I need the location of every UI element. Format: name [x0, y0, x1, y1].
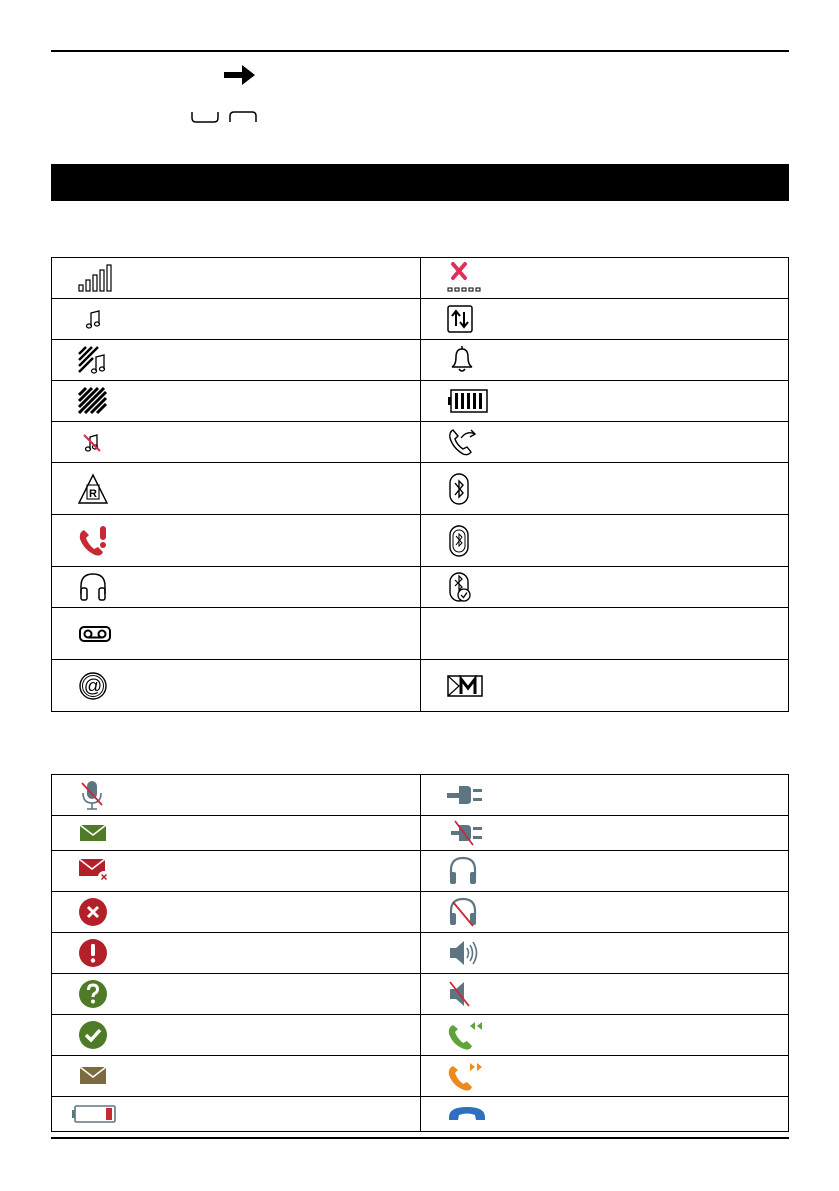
table-cell [420, 974, 789, 1015]
vibrate-only-icon [78, 386, 118, 416]
table-cell [420, 851, 789, 892]
table-row [52, 775, 789, 816]
confirm-check-icon [78, 1019, 118, 1051]
top-rule [51, 50, 789, 52]
table-row [52, 299, 789, 340]
no-signal-icon [447, 262, 487, 294]
table-cell [420, 515, 789, 567]
battery-low-icon [71, 1104, 117, 1124]
alarm-bell-icon [447, 345, 487, 375]
table-cell [52, 660, 421, 712]
table-row [52, 1015, 789, 1056]
table-cell [420, 1015, 789, 1056]
table-cell [420, 381, 789, 422]
table-row [52, 851, 789, 892]
table-row [52, 463, 789, 515]
table-cell [52, 974, 421, 1015]
table-row [52, 974, 789, 1015]
charger-connected-icon [447, 780, 491, 810]
table-cell [420, 892, 789, 933]
battery-full-icon [447, 388, 491, 414]
outgoing-call-icon [447, 1060, 487, 1092]
end-call-icon [447, 1104, 491, 1124]
table-cell [420, 299, 789, 340]
table-cell [52, 515, 421, 567]
table-cell [52, 892, 421, 933]
table-row [52, 422, 789, 463]
table-row [52, 515, 789, 567]
incoming-call-icon [447, 1019, 487, 1051]
ringer-off-icon [78, 429, 118, 455]
bluetooth-connected-icon [447, 571, 487, 603]
table-cell [52, 816, 421, 851]
table-cell [420, 816, 789, 851]
table-row [52, 608, 789, 660]
arrow-right-icon [222, 62, 258, 88]
table-row [52, 381, 789, 422]
section-header-bar [51, 164, 789, 201]
table-cell [52, 340, 421, 381]
table-cell [52, 1056, 421, 1097]
left-softkey-icon [190, 110, 220, 124]
signal-strength-icon [78, 263, 118, 293]
table-cell [420, 608, 789, 660]
table-row [52, 660, 789, 712]
headset-icon [78, 572, 118, 602]
vibrate-ring-icon [78, 345, 118, 375]
right-softkey-icon [228, 110, 258, 124]
bottom-rule [51, 1137, 789, 1139]
table-cell [420, 422, 789, 463]
table-cell [52, 258, 421, 299]
table-cell [420, 660, 789, 712]
missed-call-icon [78, 524, 118, 558]
table-cell [52, 422, 421, 463]
table-cell [52, 567, 421, 608]
table-cell [420, 775, 789, 816]
table-cell [52, 775, 421, 816]
call-forward-icon [447, 426, 487, 458]
table-cell [52, 1097, 421, 1132]
table-cell [52, 851, 421, 892]
table-row [52, 892, 789, 933]
email-at-icon [78, 670, 118, 702]
speaker-on-icon [447, 937, 487, 969]
question-icon [78, 978, 118, 1010]
message-read-icon [78, 1065, 118, 1087]
voicemail-icon [78, 624, 118, 644]
charger-disconnected-icon [447, 819, 491, 847]
error-icon [78, 896, 118, 928]
table-cell [420, 463, 789, 515]
table-row [52, 1097, 789, 1132]
microphone-muted-icon [78, 779, 118, 811]
table-row [52, 258, 789, 299]
table-cell [420, 1097, 789, 1132]
table-cell [52, 381, 421, 422]
speaker-muted-icon [447, 978, 487, 1010]
bluetooth-visible-icon [447, 524, 487, 558]
bluetooth-icon [447, 472, 487, 506]
status-icons-table [51, 257, 789, 712]
headset-connected-icon [447, 855, 487, 887]
table-cell [52, 299, 421, 340]
table-cell [52, 463, 421, 515]
table-row [52, 340, 789, 381]
table-cell [420, 258, 789, 299]
table-cell [420, 340, 789, 381]
data-transfer-icon [447, 304, 487, 334]
table-row [52, 567, 789, 608]
table-row [52, 933, 789, 974]
new-message-icon [78, 823, 118, 843]
silent-ring-icon [78, 307, 118, 331]
table-cell [52, 933, 421, 974]
headset-disconnected-icon [447, 896, 487, 928]
table-row [52, 816, 789, 851]
roaming-icon [78, 473, 118, 505]
notification-icons-table [51, 774, 789, 1132]
svg-text:@: @ [83, 675, 103, 696]
svg-text:R: R [89, 487, 97, 500]
warning-icon [78, 937, 118, 969]
table-cell [420, 1056, 789, 1097]
table-row [52, 1056, 789, 1097]
table-cell [420, 933, 789, 974]
table-cell [52, 1015, 421, 1056]
mms-message-icon [447, 672, 487, 700]
message-failed-icon [78, 857, 118, 885]
table-cell [52, 608, 421, 660]
table-cell [420, 567, 789, 608]
